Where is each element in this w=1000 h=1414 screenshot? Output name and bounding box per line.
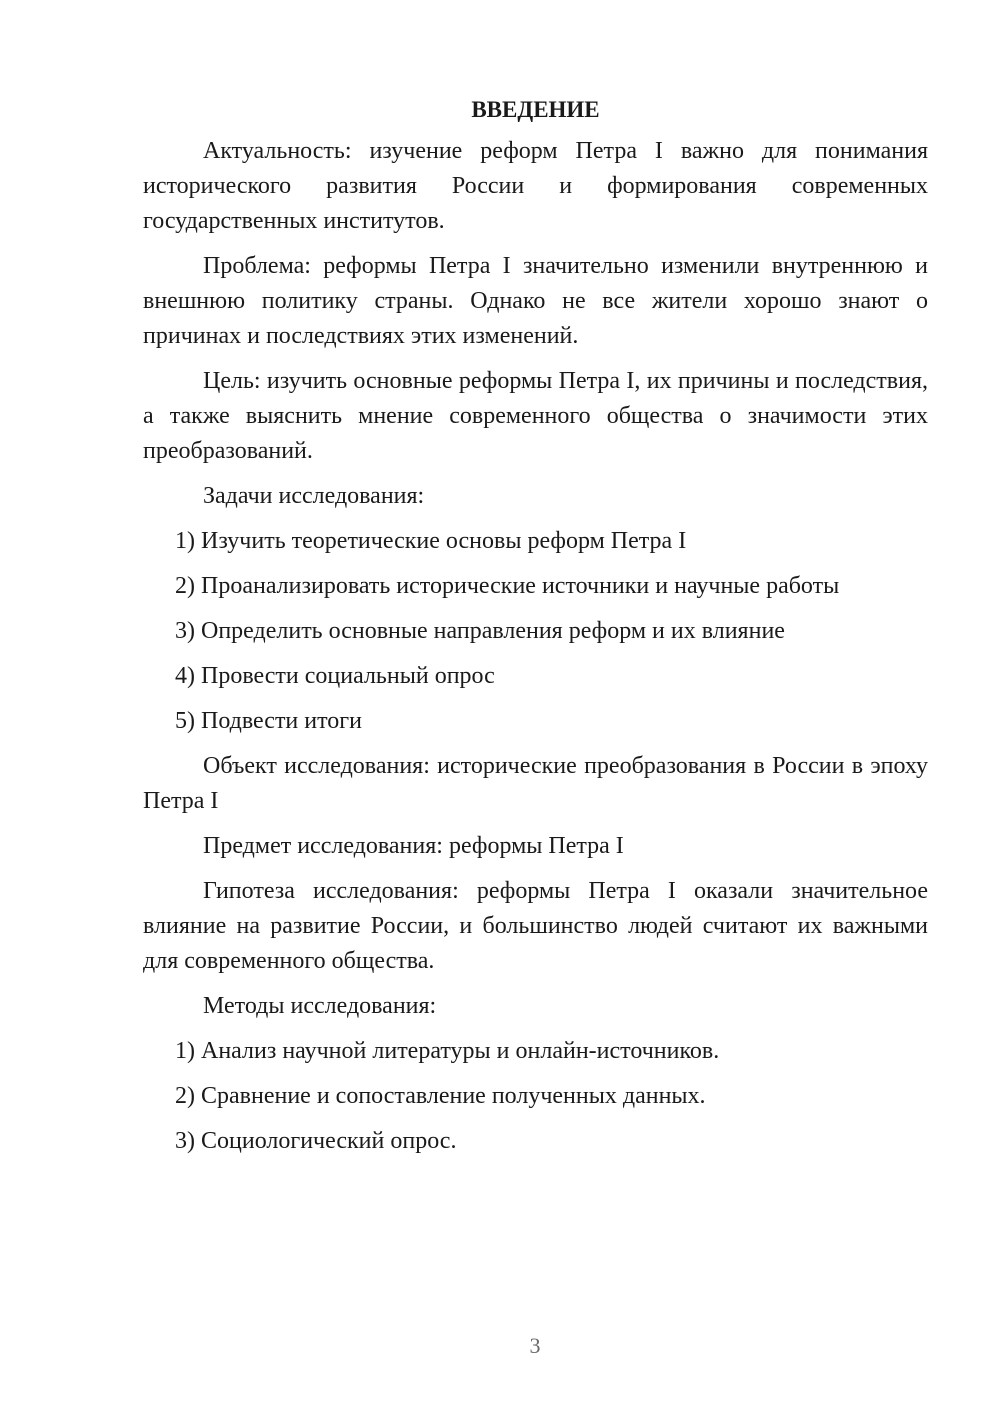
page-title: ВВЕДЕНИЕ — [471, 97, 600, 122]
goal-paragraph: Цель: изучить основные реформы Петра I, их причины и последствия, а также выяснить мнение современного общества о значимости этих преобразований. — [143, 368, 928, 464]
list-item: 1) Изучить теоретические основы реформ Петра I — [175, 528, 687, 554]
methods-title: Методы исследования: — [203, 993, 437, 1019]
list-item: 2) Сравнение и сопоставление полученных данных. — [175, 1083, 706, 1109]
hypothesis-paragraph: Гипотеза исследования: реформы Петра I оказали значительное влияние на развитие России, и большинство людей считают их важными для современного общества. — [143, 878, 928, 974]
list-item: 5) Подвести итоги — [175, 708, 362, 734]
list-item: 1) Анализ научной литературы и онлайн-источников. — [175, 1038, 720, 1064]
page-number: 3 — [529, 1333, 541, 1358]
tasks-title: Задачи исследования: — [203, 483, 425, 509]
object-paragraph: Объект исследования: исторические преобразования в России в эпоху Петра I — [143, 753, 928, 814]
list-item: 2) Проанализировать исторические источники и научные работы — [175, 573, 840, 599]
list-item: 3) Социологический опрос. — [175, 1128, 457, 1154]
list-item: 3) Определить основные направления реформ и их влияние — [175, 618, 785, 644]
subject-paragraph: Предмет исследования: реформы Петра I — [203, 833, 624, 859]
page-content — [143, 92, 928, 1169]
problem-paragraph: Проблема: реформы Петра I значительно изменили внутреннюю и внешнюю политику страны. Однако не все жители хорошо знают о причинах и последствиях этих изменений. — [143, 253, 928, 349]
list-item: 4) Провести социальный опрос — [175, 663, 495, 689]
relevance-paragraph: Актуальность: изучение реформ Петра I важно для понимания исторического развития России и формирования современных государственных институтов. — [143, 138, 928, 234]
tasks-list — [143, 524, 928, 739]
methods-list — [143, 1034, 928, 1159]
